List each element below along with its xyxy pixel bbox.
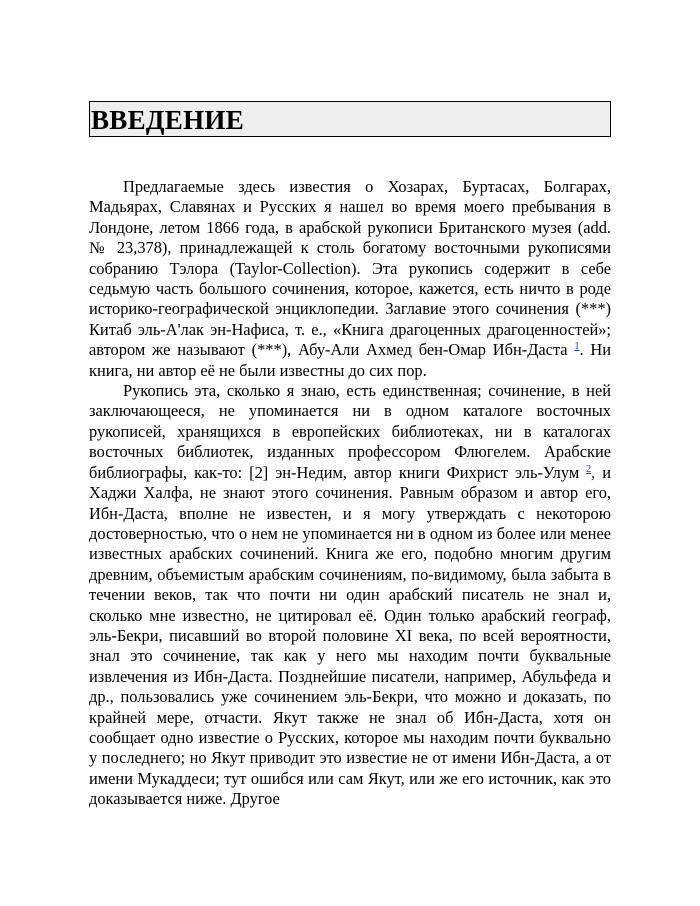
- paragraph-1: [89, 177, 611, 381]
- document-body: [89, 177, 611, 810]
- footnote-link-2[interactable]: 2: [586, 463, 592, 475]
- section-heading: ВВЕДЕНИЕ: [91, 105, 245, 135]
- paragraph-1-text-start: Предлагаемые здесь известия о Хозарах, Буртасах, Болгарах, Мадьярах, Славянах и Русских я нашел во время моего пребывания в Лондоне, летом 1866 года, в арабской рукописи Британского музея (add. № 23,378), принадлежащей к столь богатому восточными рукописями собранию Тэлора (Taylor-Collection). Эта рукопись содержит в себе седьмую часть большого сочинения, которое, кажется, есть ничто в роде историко-географической энциклопедии. Заглавие этого сочинения (***) Китаб эль-А'лак эн-Нафиса, т. е., «Книга драгоценных драгоценностей»; автором же называют (***), Абу-Али Ахмед бен-Омар Ибн-Даста: [89, 177, 611, 360]
- footnote-link-1[interactable]: 1: [574, 341, 580, 353]
- paragraph-2-text-start: Рукопись эта, сколько я знаю, есть единственная; сочинение, в ней заключающееся, не упоминается ни в одном каталоге восточных рукописей, хранящихся в европейских библиотеках, ни в каталогах восточных библиотек, изданных профессором Флюгелем. Арабские библиографы, как-то: [2] эн-Недим, автор книги Фихрист эль-Улум: [89, 381, 611, 482]
- paragraph-2-text-end: , и Хаджи Халфа, не знают этого сочинения. Равным образом и автор его, Ибн-Даста, вполне не известен, и я могу утверждать с некоторою достоверностью, что о нем не упоминается ни в одном из более или менее известных арабских сочинений. Книга же его, подобно многим другим древним, объемистым арабским сочинениям, по-видимому, была забыта в течении веков, так что почти ни один арабский писатель не знал и, сколько мне известно, не цитировал её. Один только арабский географ, эль-Бекри, писавший во второй половине XI века, по всей вероятности, знал это сочинение, так как у него мы находим почти буквальные извлечения из Ибн-Даста. Позднейшие писатели, например, Абульфеда и др., пользовались уже сочинением эль-Бекри, что можно и доказать, по крайней мере, отчасти. Якут также не знал об Ибн-Даста, хотя он сообщает одно известие о Русских, которое мы находим почти буквально у последнего; но Якут приводит это известие не от имени Ибн-Даста, а от имени Мукаддеси; тут ошибся или сам Якут, или же его источник, как это доказывается ниже. Другое: [89, 462, 611, 809]
- paragraph-1-text-end: . Ни книга, ни автор её не были известны до сих пор.: [89, 340, 611, 380]
- section-heading-box: [89, 101, 611, 137]
- document-page: [89, 101, 611, 810]
- paragraph-2: [89, 381, 611, 810]
